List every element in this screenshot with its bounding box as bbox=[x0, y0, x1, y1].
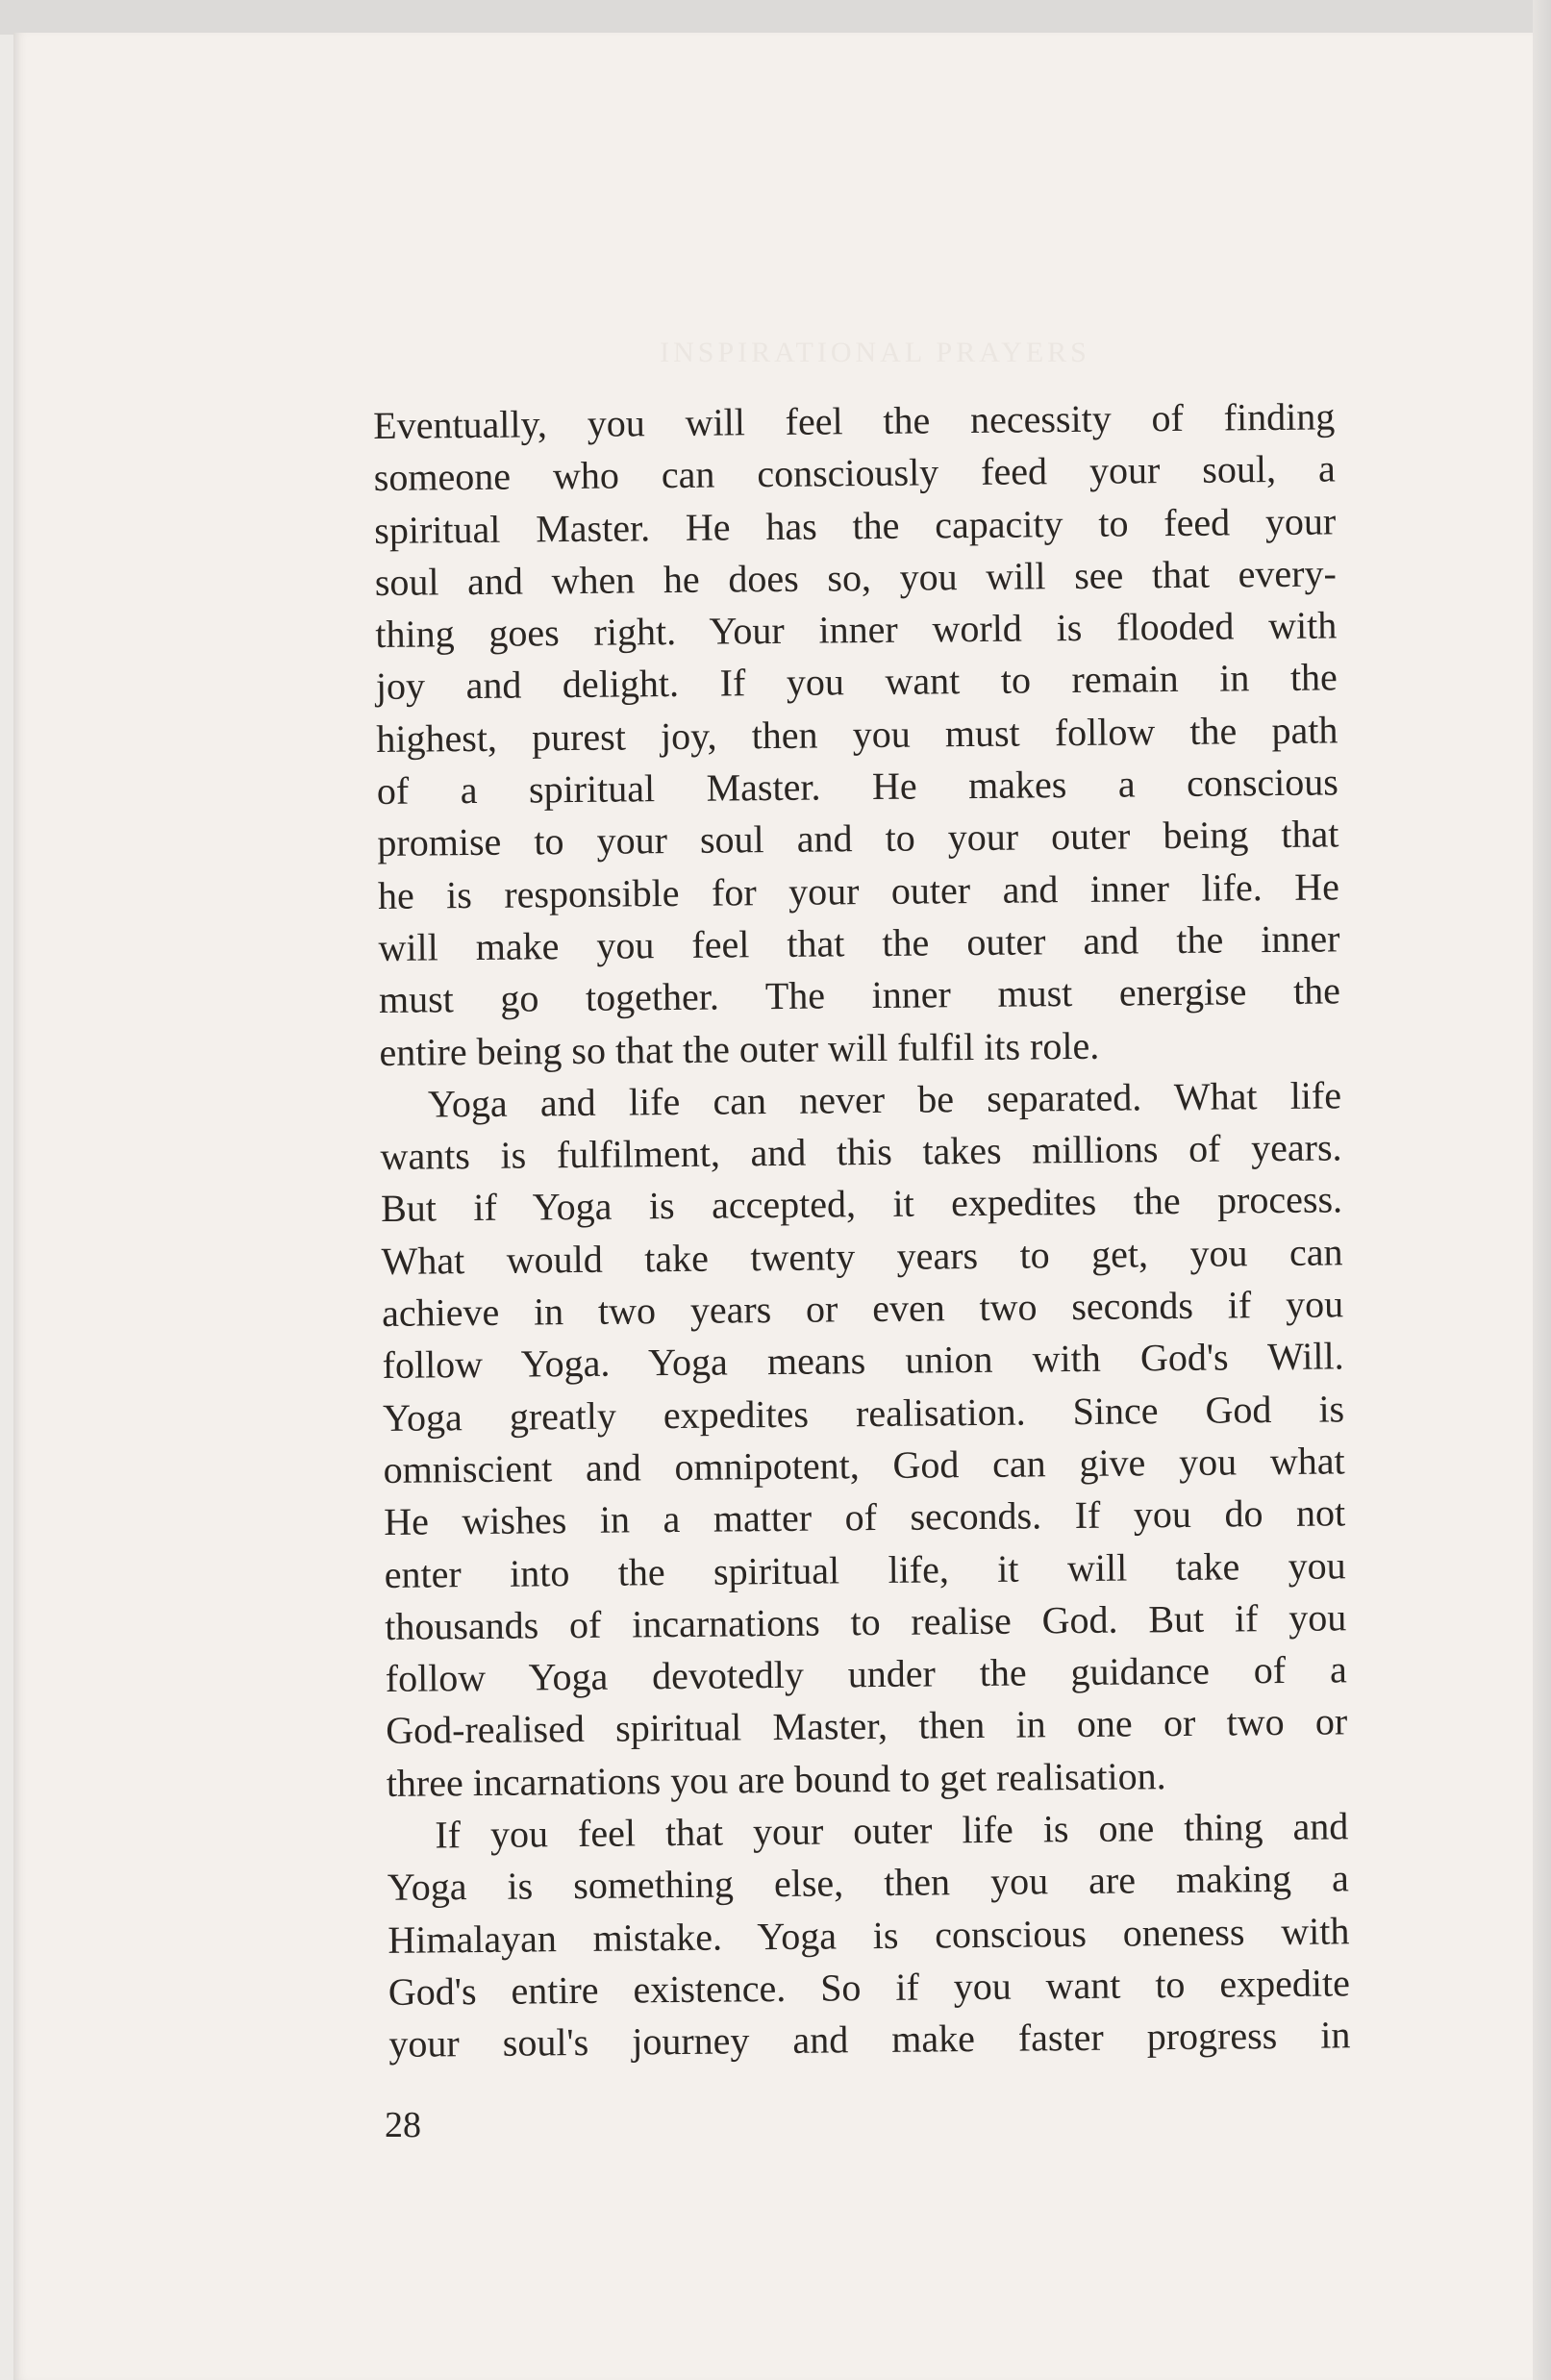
text-line: achieve in two years or even two seconds if you bbox=[381, 1282, 1344, 1336]
text-line: follow Yoga. Yoga means union with God's Will. bbox=[382, 1334, 1344, 1388]
text-line: God-realised spiritual Master, then in one or two or bbox=[386, 1699, 1348, 1753]
text-line: your soul's journey and make faster progress in bbox=[388, 2013, 1351, 2067]
text-line: enter into the spiritual life, it will take you bbox=[384, 1542, 1346, 1596]
text-line: thing goes right. Your inner world is flooded with bbox=[375, 603, 1338, 657]
text-line: must go together. The inner must energise the bbox=[378, 968, 1341, 1022]
text-line: soul and when he does so, you will see that every- bbox=[374, 551, 1337, 604]
text-line: follow Yoga devotedly under the guidance of a bbox=[385, 1647, 1347, 1701]
text-line: joy and delight. If you want to remain in the bbox=[375, 655, 1338, 709]
text-line: omniscient and omnipotent, God can give you what bbox=[383, 1439, 1345, 1491]
text-line: spiritual Master. He has the capacity to feed your bbox=[374, 498, 1337, 552]
text-line: will make you feel that the outer and the inner bbox=[378, 916, 1340, 969]
page-number: 28 bbox=[385, 2105, 421, 2145]
body-text bbox=[373, 390, 1351, 2070]
text-line: Himalayan mistake. Yoga is conscious oneness with bbox=[388, 1908, 1350, 1962]
text-line: thousands of incarnations to realise God. But if you bbox=[385, 1595, 1347, 1648]
text-line: What would take twenty years to get, you can bbox=[381, 1230, 1343, 1283]
text-line: But if Yoga is accepted, it expedites the process. bbox=[380, 1177, 1343, 1231]
text-line: He wishes in a matter of seconds. If you do not bbox=[383, 1491, 1346, 1544]
text-line: promise to your soul and to your outer being that bbox=[377, 812, 1339, 865]
text-line: Eventually, you will feel the necessity of finding bbox=[373, 394, 1336, 447]
text-line: entire being so that the outer will fulfil its role. bbox=[379, 1023, 1100, 1074]
text-line: Yoga and life can never be separated. What life bbox=[427, 1073, 1342, 1126]
text-line: he is responsible for your outer and inner life. He bbox=[377, 864, 1340, 917]
text-line: three incarnations you are bound to get realisation. bbox=[386, 1753, 1166, 1805]
text-line: of a spiritual Master. He makes a conscious bbox=[376, 760, 1339, 814]
text-line: someone who can consciously feed your soul, a bbox=[373, 446, 1336, 500]
text-line: highest, purest joy, then you must follow the path bbox=[376, 708, 1338, 761]
text-line: Yoga is something else, then you are making a bbox=[387, 1856, 1350, 1910]
page-edge-shadow bbox=[1533, 0, 1551, 2380]
text-line: wants is fulfilment, and this takes millions of years. bbox=[380, 1125, 1342, 1179]
text-line: If you feel that your outer life is one thing and bbox=[435, 1804, 1349, 1857]
scan-background-top bbox=[0, 0, 1551, 35]
text-line: God's entire existence. So if you want to expedite bbox=[388, 1961, 1351, 2014]
text-line: Yoga greatly expedites realisation. Since God is bbox=[382, 1386, 1345, 1440]
bleed-through-heading: INSPIRATIONAL PRAYERS bbox=[660, 337, 1090, 368]
